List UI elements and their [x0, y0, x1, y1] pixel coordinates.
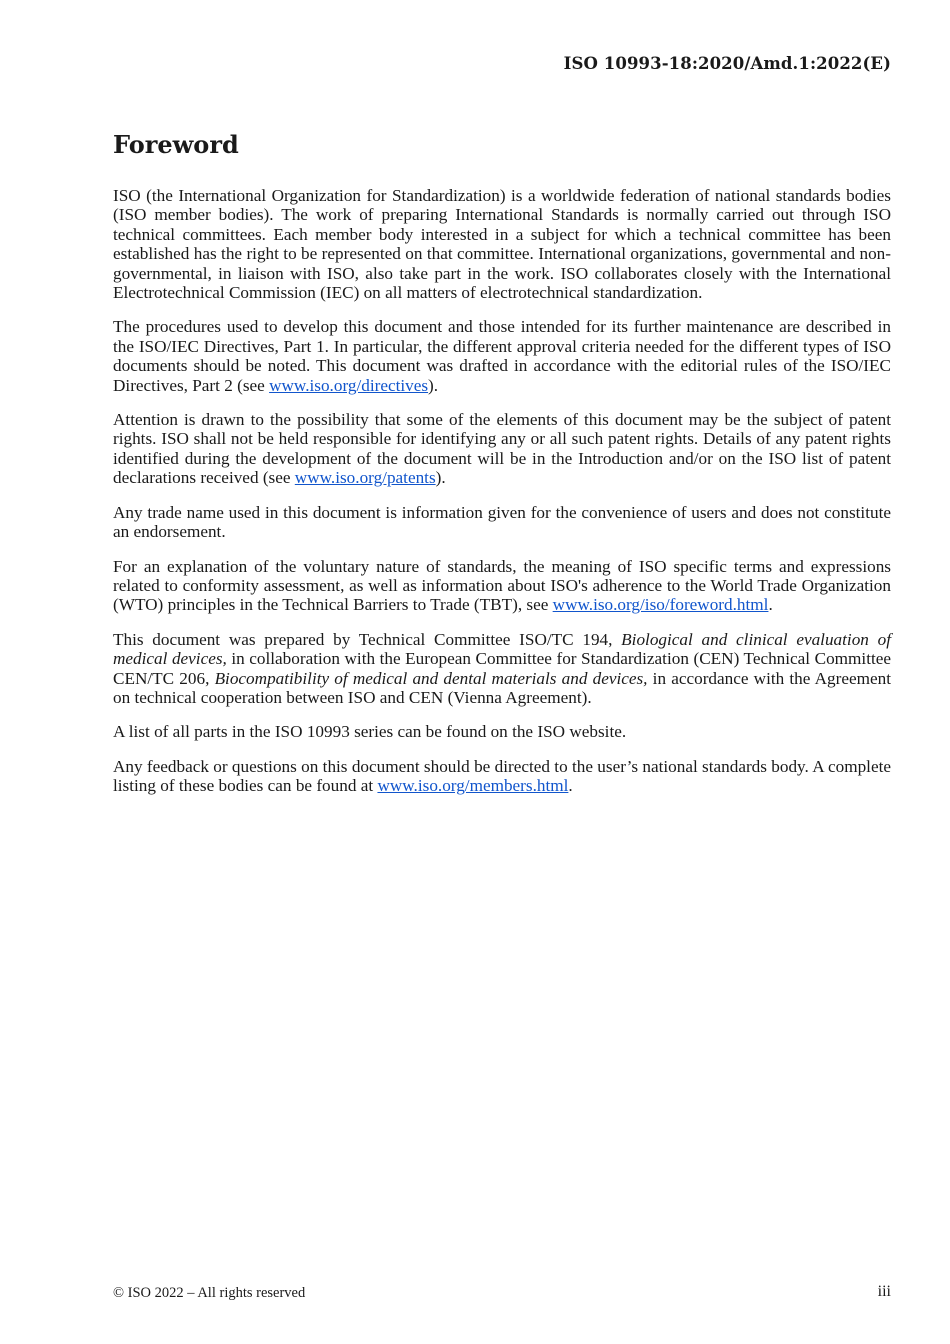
paragraph-feedback [113, 757, 891, 796]
patents-link[interactable]: www.iso.org/patents [294, 468, 436, 488]
paragraph-text: For an explanation of the voluntary nature of standards, the meaning of ISO specific terms and expressions related to conformity assessment, as well as information about ISO's adherence to the World Trade Organization (WTO) principles in the Technical Barriers to Trade (TBT), see [113, 556, 891, 615]
directives-link[interactable]: www.iso.org/directives [269, 375, 429, 395]
footer-copyright: © ISO 2022 – All rights reserved [113, 1285, 306, 1301]
paragraph-voluntary-nature [113, 557, 891, 615]
foreword-body [113, 186, 891, 811]
paragraph-text: in accordance with the Agreement on technical cooperation between ISO and CEN (Vienna Agreement). [113, 668, 891, 707]
paragraph-procedures [113, 317, 891, 395]
paragraph-text: in collaboration with the European Committee for Standardization (CEN) Technical Committee CEN/TC 206, [113, 649, 891, 688]
paragraph-suffix: ). [428, 375, 439, 395]
members-link[interactable]: www.iso.org/members.html [377, 776, 569, 796]
paragraph-trade-name: Any trade name used in this document is information given for the convenience of users and does not constitute an endorsement. [113, 502, 891, 542]
paragraph-suffix: . [768, 595, 773, 615]
paragraph-suffix: . [568, 776, 573, 796]
committee-title-iso: Biological and clinical evaluation of medical devices, [113, 629, 891, 669]
page-number: iii [877, 1283, 891, 1300]
paragraph-text: Attention is drawn to the possibility that some of the elements of this document may be the subject of patent rights. ISO shall not be held responsible for identifying any or all such patent rights. Details of any patent rights identified during the development of the document will be in the Introduction and/or on the ISO list of patent declarations received (see [113, 410, 891, 488]
paragraph-text: This document was prepared by Technical Committee ISO/TC 194, [113, 629, 622, 649]
document-identifier: ISO 10993-18:2020/Amd.1:2022(E) [563, 54, 891, 73]
paragraph-suffix: ). [435, 468, 446, 488]
foreword-link[interactable]: www.iso.org/iso/foreword.html [552, 595, 769, 615]
committee-title-cen: Biocompatibility of medical and dental materials and devices, [214, 668, 648, 688]
paragraph-text: Any feedback or questions on this document should be directed to the user’s national standards body. A complete listing of these bodies can be found at [113, 756, 891, 796]
paragraph-committee [113, 630, 891, 708]
page-title: Foreword [113, 130, 239, 159]
paragraph-series-list: A list of all parts in the ISO 10993 series can be found on the ISO website. [113, 722, 627, 742]
paragraph-patent-rights [113, 410, 891, 488]
paragraph-text: The procedures used to develop this document and those intended for its further maintenance are described in the ISO/IEC Directives, Part 1. In particular, the different approval criteria needed for the different types of ISO documents should be noted. This document was drafted in accordance with the editorial rules of the ISO/IEC Directives, Part 2 (see [113, 317, 891, 395]
paragraph-iso-intro: ISO (the International Organization for Standardization) is a worldwide federation of national standards bodies (ISO member bodies). The work of preparing International Standards is normally carried out through ISO technical committees. Each member body interested in a subject for which a technical committee has been established has the right to be represented on that committee. International organizations, governmental and non-governmental, in liaison with ISO, also take part in the work. ISO collaborates closely with the International Electrotechnical Commission (IEC) on all matters of electrotechnical standardization. [113, 186, 891, 303]
